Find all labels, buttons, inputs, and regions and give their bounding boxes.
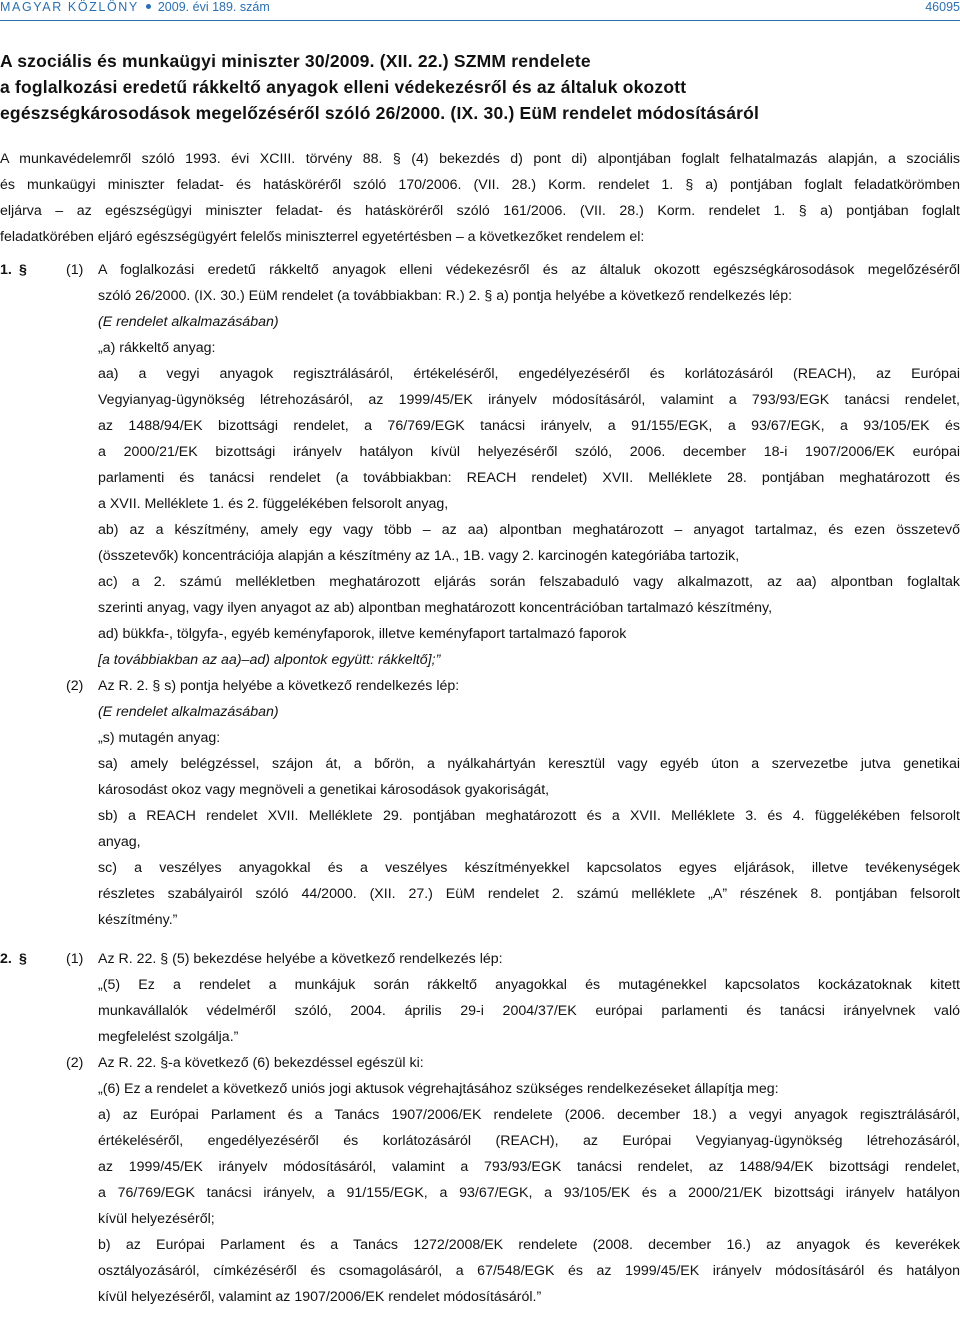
section-text-line: Vegyianyag-ügynökség létrehozásáról, az 1999/45/EK irányelv módosításáról, valamint a 793/93/EGK tanácsi rendelet,	[98, 392, 960, 408]
section-text-line: részletes szabályairól szóló 44/2000. (XII. 27.) EüM rendelet 2. számú melléklete „A” részének 8. pontjában felsorolt	[98, 886, 960, 902]
publication-name: MAGYAR KÖZLÖNY	[0, 0, 139, 14]
preamble	[0, 146, 960, 250]
title-line: egészségkárosodások megelőzéséről szóló 26/2000. (IX. 30.) EüM rendelet módosításáról	[0, 103, 760, 123]
subsection-label: (1)	[66, 262, 84, 278]
issue-info: 2009. évi 189. szám	[157, 0, 270, 14]
section-text-line: Az R. 22. §-a következő (6) bekezdéssel egészül ki:	[98, 1055, 424, 1071]
section-text-line: Az R. 22. § (5) bekezdése helyébe a következő rendelkezés lép:	[98, 951, 503, 967]
section-text-line: munkavállalók védelméről szóló, 2004. április 29-i 2004/37/EK európai parlamenti és tanácsi irányelvnek való	[98, 1003, 960, 1019]
title-line: A szociális és munkaügyi miniszter 30/2009. (XII. 22.) SZMM rendelete	[0, 51, 591, 71]
section-text-line: (összetevők) koncentrációja alapján a készítmény az 1A., 1B. vagy 2. karcinogén kategóriába tartozik,	[98, 548, 740, 564]
subsection-label: (1)	[66, 951, 84, 967]
preamble-line: és munkaügyi miniszter feladat- és hatásköréről szóló 170/2006. (VII. 28.) Korm. rendelet 1. § a) pontjában foglalt feladatkörömben	[0, 177, 960, 193]
section-symbol: §	[19, 951, 27, 967]
subsection-label: (2)	[66, 678, 84, 694]
page-header	[0, 0, 960, 18]
section-text-line: megfelelést szolgálja.”	[98, 1029, 239, 1045]
header-publication-info	[0, 0, 270, 14]
section-text-line: „s) mutagén anyag:	[98, 730, 221, 746]
section-text-line: károsodást okoz vagy megnöveli a genetikai károsodások gyakoriságát,	[98, 782, 550, 798]
section-text-line: sc) a veszélyes anyagokkal és a veszélyes készítményekkel kapcsolatos egyes eljárások, illetve tevékenységek	[98, 860, 960, 876]
section-text-line: (E rendelet alkalmazásában)	[98, 314, 279, 330]
section-text-line: anyag,	[98, 834, 141, 850]
section-text-line: szóló 26/2000. (IX. 30.) EüM rendelet (a továbbiakban: R.) 2. § a) pontja helyébe a következő rendelkezés lép:	[98, 288, 793, 304]
section-text-line: a 76/769/EGK tanácsi irányelv, a 91/155/EGK, a 93/67/EGK, a 93/105/EK és a 2000/21/EK bizottsági irányelv hatályon	[98, 1185, 960, 1201]
section-text-line: ab) az a készítmény, amely egy vagy több – az aa) alpontban meghatározott – anyagot tartalmaz, és ezen összetevő	[98, 522, 960, 538]
section-text-line: értékeléséről, engedélyezéséről és korlátozásáról (REACH), az Európai Vegyianyag-ügynökség létrehozásáról,	[98, 1133, 960, 1149]
section-text-line: a XVII. Melléklete 1. és 2. függelékében felsorolt anyag,	[98, 496, 449, 512]
section-text-line: aa) a vegyi anyagok regisztrálásáról, értékeléséről, engedélyezéséről és korlátozásáról (REACH), az Európai	[98, 366, 960, 382]
decree-title	[0, 48, 960, 126]
section-number: 1.	[0, 262, 12, 278]
section-text-line: ad) bükkfa-, tölgyfa-, egyéb keményfaporok, illetve keményfaport tartalmazó faporok	[98, 626, 627, 642]
section-text-line: készítmény.”	[98, 912, 178, 928]
section-text-line: Az R. 2. § s) pontja helyébe a következő rendelkezés lép:	[98, 678, 460, 694]
section-text-line: ac) a 2. számú mellékletben meghatározott eljárás során felszabaduló vagy alkalmazott, az aa) alpontban foglaltak	[98, 574, 960, 590]
section-text-line: (E rendelet alkalmazásában)	[98, 704, 279, 720]
preamble-line: A munkavédelemről szóló 1993. évi XCIII. törvény 88. § (4) bekezdés d) pont di) alpontjában foglalt felhatalmazás alapján, a szociális	[0, 151, 960, 167]
subsection-label: (2)	[66, 1055, 84, 1071]
bullet-dot-icon	[146, 4, 151, 9]
section-number: 2.	[0, 951, 12, 967]
section-text-line: „(6) Ez a rendelet a következő uniós jogi aktusok végrehajtásához szükséges rendelkezéseket állapítja meg:	[98, 1081, 779, 1097]
title-line: a foglalkozási eredetű rákkeltő anyagok elleni védekezésről és az általuk okozott	[0, 77, 687, 97]
section-text-line: kívül helyezéséről, valamint az 1907/2006/EK rendelet módosításáról.”	[98, 1289, 542, 1305]
section-text-line: [a továbbiakban az aa)–ad) alpontok együtt: rákkeltő];”	[98, 652, 441, 668]
section-text-line: az 1999/45/EK irányelv módosításáról, valamint a 793/93/EGK tanácsi rendelet, az 1488/94/EK bizottsági rendelet,	[98, 1159, 960, 1175]
section-text-line: „(5) Ez a rendelet a munkájuk során rákkeltő anyagokkal és mutagénekkel kapcsolatos kockázatoknak kitett	[98, 977, 960, 993]
section-text-line: „a) rákkeltő anyag:	[98, 340, 216, 356]
preamble-line: eljárva – az egészségügyi miniszter feladat- és hatásköréről szóló 161/2006. (VII. 28.) Korm. rendelet 1. § a) pontjában foglalt	[0, 203, 960, 219]
section-text-line: b) az Európai Parlament és a Tanács 1272/2008/EK rendelete (2008. december 16.) az anyagok és keverékek	[98, 1237, 960, 1253]
section-text-line: parlamenti és tanácsi rendelet (a továbbiakban: REACH rendelet) XVII. Melléklete 28. pontjában meghatározott és	[98, 470, 960, 486]
header-divider	[0, 20, 960, 21]
section-text-line: a) az Európai Parlament és a Tanács 1907/2006/EK rendelete (2006. december 18.) a vegyi anyagok regisztrálásáról,	[98, 1107, 960, 1123]
section-text-line: A foglalkozási eredetű rákkeltő anyagok elleni védekezésről és az általuk okozott egészségkárosodások megelőzéséről	[98, 262, 960, 278]
section-text-line: osztályozásáról, címkézéséről és csomagolásáról, a 67/548/EGK és az 1999/45/EK irányelv módosításáról és hatályon	[98, 1263, 960, 1279]
section-text-line: kívül helyezéséről;	[98, 1211, 215, 1227]
page-number: 46095	[925, 0, 960, 14]
preamble-line: feladatkörében eljáró egészségügyért felelős miniszterrel egyetértésben – a következőket rendelem el:	[0, 229, 645, 245]
section-symbol: §	[19, 262, 27, 278]
section-text-line: sa) amely belégzéssel, szájon át, a bőrön, a nyálkahártyán keresztül vagy egyéb úton a szervezetbe jutva genetikai	[98, 756, 960, 772]
section-text-line: sb) a REACH rendelet XVII. Melléklete 29. pontjában meghatározott és a XVII. Melléklete 3. és 4. függelékében felsorolt	[98, 808, 960, 824]
section-text-line: szerinti anyag, vagy ilyen anyagot az ab) alpontban meghatározott koncentrációban tartalmazó készítmény,	[98, 600, 773, 616]
section-text-line: a 2000/21/EK bizottsági irányelv hatályon kívül helyezéséről szóló, 2006. december 18-i 1907/2006/EK európai	[98, 444, 960, 460]
section-text-line: az 1488/94/EK bizottsági rendelet, a 76/769/EGK tanácsi irányelv, a 91/155/EGK, a 93/67/EGK, a 93/105/EK és	[98, 418, 960, 434]
